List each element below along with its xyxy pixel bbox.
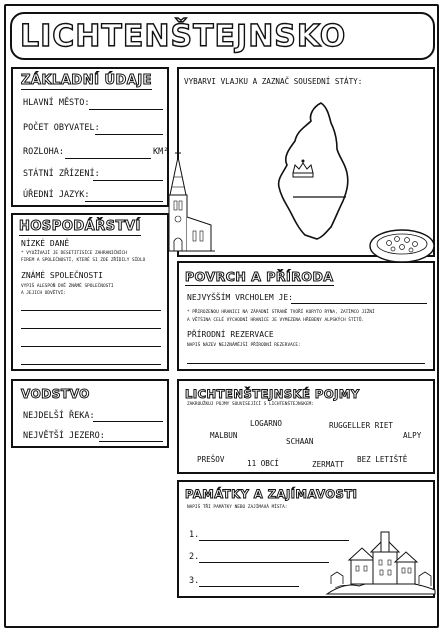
surface-box [177,261,435,371]
lake-answer-line[interactable] [99,441,163,442]
page-title: LICHTENŠTEJNSKO [20,18,347,54]
capital-answer-line[interactable] [89,109,163,110]
population-answer-line[interactable] [95,134,163,135]
population-label: POČET OBYVATEL: [23,123,100,133]
sights-heading: PAMÁTKY A ZAJÍMAVOSTI [185,487,358,501]
water-heading: VODSTVO [21,387,90,401]
term-word[interactable]: SCHAAN [286,437,314,446]
bowl-illustration [367,226,437,268]
basic-info-heading: ZÁKLADNÍ ÚDAJE [21,73,153,88]
river-answer-line[interactable] [93,421,163,422]
term-word[interactable]: BEZ LETIŠTĚ [357,455,408,464]
water-box [11,379,169,448]
peak-label: NEJVYŠŠÍM VRCHOLEM JE: [187,293,293,302]
sight-answer-line-3[interactable] [199,586,299,587]
reserve-text: NAPIŠ NÁZEV NEJZNÁMĚJŠÍ PŘÍRODNÍ REZERVACE: [187,343,301,348]
taxes-title: NÍZKÉ DANĚ [21,239,70,248]
language-label: ÚŘEDNÍ JAZYK: [23,190,90,200]
sight-number-1: 1. [189,530,200,540]
terms-instruction: ZAKROUŽKUJ POJMY SOUVISEJÍCÍ S LICHTENŠTEJNSKEM: [187,402,314,407]
sight-number-3: 3. [189,576,200,586]
companies-title: ZNÁMÉ SPOLEČNOSTI [21,271,103,280]
capital-label: HLAVNÍ MĚSTO: [23,98,90,108]
surface-note-2: A VĚTŠINA CELÉ VÝCHODNÍ HRANICE JE VYMEZENA HŘEBENY ALPSKÝCH ŠTÍTŮ. [187,318,365,323]
term-word[interactable]: MALBUN [210,431,238,440]
term-word[interactable]: ZERMATT [312,460,345,469]
reserve-title: PŘÍRODNÍ REZERVACE [187,330,274,339]
companies-answer-line-2[interactable] [21,328,161,329]
reserve-answer-line[interactable] [187,363,425,364]
taxes-text-1: * VYUŽÍVAJÍ JE DESETITISÍCE ZAHRANIČNÍCH [21,251,127,256]
companies-text-2: A JEJICH ODVĚTVÍ: [21,291,66,296]
sight-number-2: 2. [189,552,200,562]
taxes-text-2: FIREM A SPOLEČNOSTÍ, KTERÉ SI ZDE ZŘÍDILY SÍDLO [21,258,146,263]
area-unit: KM² [153,147,169,157]
map-instruction: VYBARVI VLAJKU A ZAZNAČ SOUSEDNÍ STÁTY: [184,77,363,86]
term-word[interactable]: ALPY [403,431,422,440]
companies-text-1: VYPIŠ ALESPOŇ DVĚ ZNÁMÉ SPOLEČNOSTI [21,284,114,289]
economy-heading: HOSPODÁŘSTVÍ [19,219,141,234]
surface-heading: POVRCH A PŘÍRODA [185,269,334,284]
castle-illustration [325,524,437,596]
surface-note-1: * PŘIROZENOU HRANICI NA ZÁPADNÍ STRANĚ TVOŘÍ KORYTO RÝNA, ZATÍMCO JIŽNÍ [187,310,375,315]
economy-box [11,213,169,371]
term-word[interactable]: LOGARNO [250,419,283,428]
terms-heading: LICHTENŠTEJNSKÉ POJMY [185,387,360,401]
sights-instruction: NAPIŠ TŘI PAMÁTKY NEBO ZAJÍMAVÁ MÍSTA: [187,505,288,510]
term-word[interactable]: RUGGELLER RIET [329,421,394,430]
area-answer-line[interactable] [65,158,151,159]
peak-answer-line[interactable] [291,303,427,304]
title-banner [10,12,435,60]
companies-answer-line-1[interactable] [21,310,161,311]
river-label: NEJDELŠÍ ŘEKA: [23,411,95,421]
term-word[interactable]: PREŠOV [197,455,225,464]
term-word[interactable]: 11 OBCÍ [247,459,280,468]
area-label: ROZLOHA: [23,147,64,157]
government-label: STÁTNÍ ZŘÍZENÍ: [23,169,100,179]
terms-box [177,379,435,474]
sight-answer-line-2[interactable] [199,562,329,563]
crown-icon [293,160,313,178]
lake-label: NEJVĚTŠÍ JEZERO: [23,431,105,441]
companies-answer-line-4[interactable] [21,364,161,365]
companies-answer-line-3[interactable] [21,346,161,347]
